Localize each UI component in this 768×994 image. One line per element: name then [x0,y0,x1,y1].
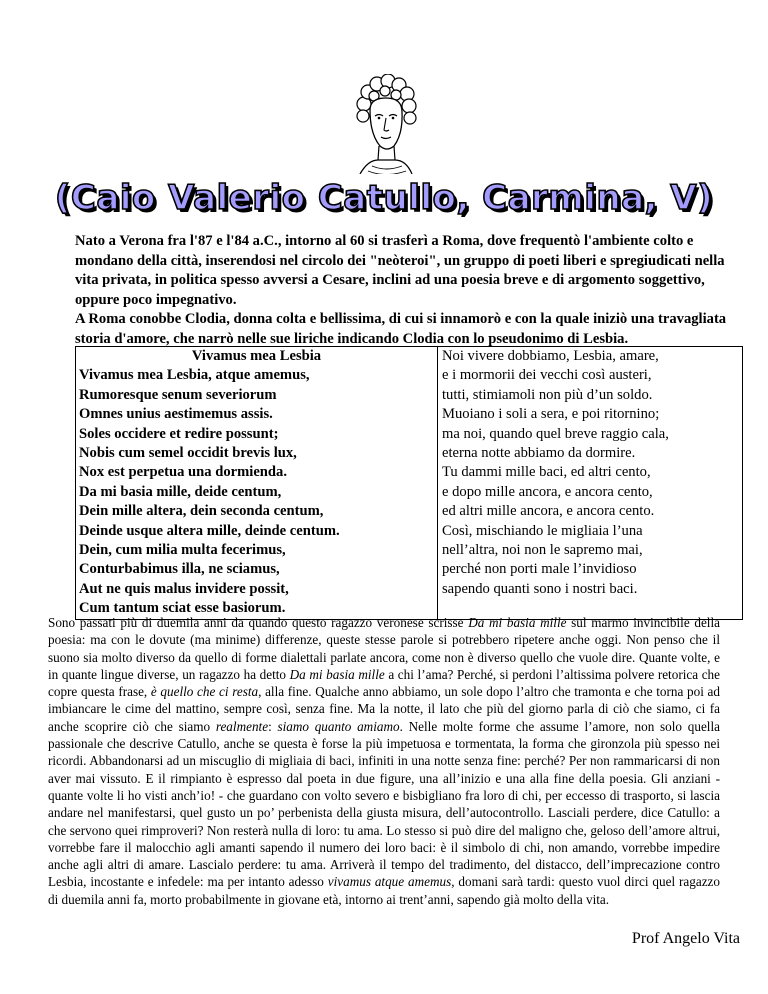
italian-line: sapendo quanti sono i nostri baci. [442,580,638,597]
latin-line: Omnes unius aestimemus assis. [79,406,273,423]
latin-line: Soles occidere et redire possunt; [79,425,279,442]
latin-line: Dein, cum milia multa fecerimus, [79,542,286,559]
italian-line: nell’altra, noi non le sapremo mai, [442,542,643,559]
latin-line: Cum tantum sciat esse basiorum. [79,600,286,617]
essay-emphasis: siamo quanto amiamo [277,718,400,734]
commentary-paragraph [48,614,720,908]
latin-line: Aut ne quis malus invidere possit, [79,580,289,597]
essay-quote: Da mi basia mille [468,615,567,630]
page-title: (Caio Valerio Catullo, Carmina, V) [54,178,714,218]
latin-line: Deinde usque altera mille, deinde centum. [79,522,340,539]
italian-line: e i mormorii dei vecchi così austeri, [442,367,652,384]
italian-line: Tu dammi mille baci, ed altri cento, [442,464,651,481]
portrait-illustration [350,74,420,174]
italian-line: e dopo mille ancora, e ancora cento, [442,483,653,500]
italian-line: Così, mischiando le migliaia l’una [442,522,643,539]
essay-text: , domani sarà tardi: questo vuol dirci quel ragazzo di duemila anni fa, morto probabilmente in giovane età, intorno ai trent’anni, sapendo già molto della vita. [48,874,720,907]
intro-text-1: Nato a Verona fra l'87 e l'84 a.C., intorno al 60 si trasferì a Roma, dove frequentò l'ambiente colto e mondano della città, inserendosi nel circolo dei "neòteroi", un gruppo di poeti liberi e spregiudicati nella vita privata, in politica spesso avversi a Cesare, inclini ad una poesia breve e di argomento soggettivo, oppure poco impegnativo. [75,233,725,308]
latin-line: Dein mille altera, dein seconda centum, [79,503,324,520]
essay-quote: vivamus atque amemus [327,874,452,890]
author-signature: Prof Angelo Vita [631,930,740,947]
latin-line: Conturbabimus illa, ne sciamus, [79,561,280,578]
latin-line: Vivamus mea Lesbia, atque amemus, [79,367,310,384]
essay-quote: Da mi basia mille [289,666,385,682]
italian-line: Muoiano i soli a sera, e poi ritornino; [442,406,660,423]
poem-title: Vivamus mea Lesbia [76,347,438,367]
essay-text: sul marmo invincibile della poesia: ma con le dovute (ma minime) differenze, queste stesse parole si potrebbero ripetere anche oggi. Non penso che il suono sia molto diverso da quello di forme dialettali parlate ancora, come non è diverso quello che vuole dire. Quante volte, e in quante lingue diverse, un ragazzo ha detto [48,615,720,682]
poem-table [75,346,743,620]
italian-line: eterna notte abbiamo da dormire. [442,445,636,462]
latin-line: Nox est perpetua una dormienda. [79,464,287,481]
essay-text: Sono passati più di duemila anni da quando questo ragazzo veronese scrisse [48,615,469,630]
essay-text: a chi l’ama? Perché, si perdoni l’altissima polvere retorica che copre questa frase, [48,666,720,700]
intro-paragraph [75,232,745,350]
essay-emphasis: è quello che ci resta [150,684,259,700]
italian-translation [438,347,743,620]
italian-line: ed altri mille ancora, e ancora cento. [442,503,655,520]
essay-text: : [268,718,278,734]
intro-text-2: A Roma conobbe Clodia, donna colta e bellissima, di cui si innamorò e con la quale iniziò una travagliata storia d'amore, che narrò nelle sue liriche indicando Clodia con lo pseudonimo di Lesbia. [75,311,727,347]
italian-line: ma noi, quando quel breve raggio cala, [442,425,669,442]
essay-text: , alla fine. Qualche anno abbiamo, un sole dopo l’altro che tramonta e che torna poi ad imbiancare le cime del mattino, sempre così, senza fine. Ma la notte, il lato che più del giorno parla di ciò che siamo, ci fa anche scoprire ciò che siamo [48,684,720,734]
italian-line: Noi vivere dobbiamo, Lesbia, amare, [442,348,659,364]
essay-emphasis: realmente [215,718,269,734]
italian-line: tutti, stimiamoli non più d’un soldo. [442,386,653,403]
latin-line: Nobis cum semel occidit brevis lux, [79,445,297,462]
italian-line: perché non porti male l’invidioso [442,561,637,578]
latin-line: Da mi basia mille, deide centum, [79,483,282,500]
essay-text: . Nelle molte forme che assume l’amore, non solo quella passionale che descrive Catullo, anche se questa è forse la più impetuosa e tormentata, la forma che gironzola più spesso nei ricordi. Abbandonarsi ad un miscuglio di migliaia di baci, infiniti in una notte senza fine: perché? Per non rammaricarsi di non aver mai vissuto. E il rimpianto è espresso dal poeta in due figure, una all’inizio e una alla fine della poesia. Gli anziani - quante volte li ho visti anch’io! - che guardano con volto severo e bisbigliano fra loro di chi, per eccesso di trasporto, si lascia andare nel manifestarsi, quel gusto un po’ perbenista della giusta misura, dell’autocontrollo. Lasciali perdere, dice Catullo: a che servono quei rimproveri? Non resterà nulla di loro: tu ama. Lo stesso si può dire del maligno che, geloso dell’amore altrui, vorrebbe fare il malocchio agli amanti sapendo il numero dei loro baci: è il simbolo di chi, non amando, vorrebbe impedire anche agli altri di amare. Lascialo perdere: tu ama. Arriverà il tempo del tradimento, del distacco, dell’imprecazione contro Lesbia, incostante e infedele: ma per intanto adesso [48,718,720,890]
latin-line: Rumoresque senum severiorum [79,386,277,403]
latin-text [76,366,438,619]
